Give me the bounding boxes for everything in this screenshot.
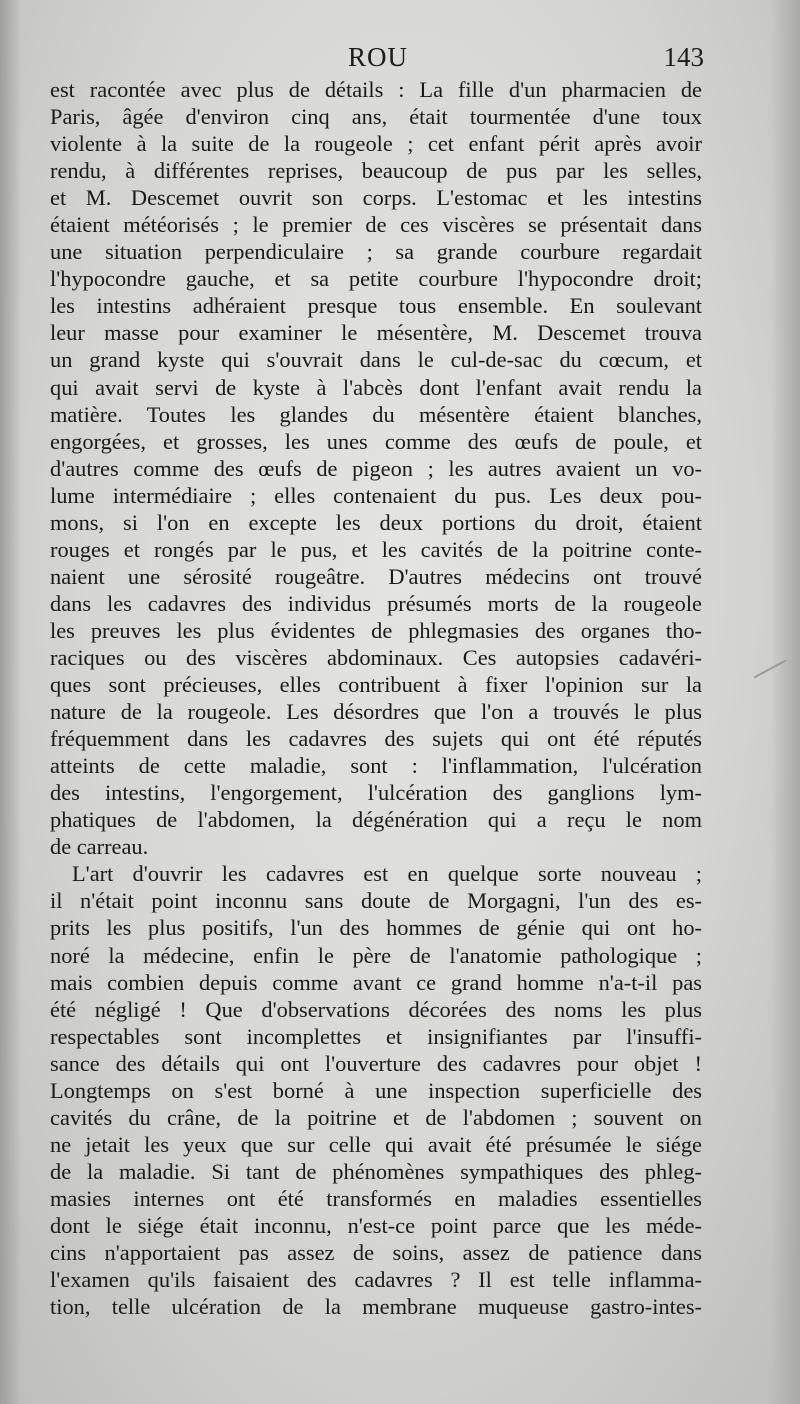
text-line: noré la médecine, enfin le père de l'anatomie pathologique ; [50,942,702,968]
text-line: tion, telle ulcération de la membrane muqueuse gastro-intes- [50,1294,702,1320]
text-line: mons, si l'on en excepte les deux portions du droit, étaient [50,509,702,535]
text-line: d'autres comme des œufs de pigeon ; les autres avaient un vo- [50,455,702,481]
text-line: respectables sont incomplettes et insignifiantes par l'insuffi- [50,1023,702,1049]
text-line: Longtemps on s'est borné à une inspection superficielle des [50,1077,702,1103]
text-line: nature de la rougeole. Les désordres que l'on a trouvés le plus [50,699,702,725]
text-line: ques sont précieuses, elles contribuent à fixer l'opinion sur la [50,672,702,698]
text-line: lume intermédiaire ; elles contenaient du pus. Les deux pou- [50,482,702,508]
text-line: l'hypocondre gauche, et sa petite courbure l'hypocondre droit; [50,266,702,292]
page-header [52,42,704,76]
text-line: l'examen qu'ils faisaient des cadavres ? Il est telle inflamma- [50,1267,702,1293]
text-line: de carreau. [50,834,149,860]
text-line: cins n'apportaient pas assez de soins, assez de patience dans [50,1240,702,1266]
text-line: rendu, à différentes reprises, beaucoup de pus par les selles, [50,158,702,184]
text-line: Paris, âgée d'environ cinq ans, était tourmentée d'une toux [50,104,702,130]
text-line: été négligé ! Que d'observations décorées des noms les plus [50,996,702,1022]
page-gutter-shadow [0,0,22,1404]
text-line: matière. Toutes les glandes du mésentère étaient blanches, [50,401,702,427]
text-line: cavités du crâne, de la poitrine et de l'abdomen ; souvent on [50,1104,702,1130]
text-line: une situation perpendiculaire ; sa grande courbure regardait [50,239,702,265]
text-line: et M. Descemet ouvrit son corps. L'estomac et les intestins [50,185,702,211]
text-line: leur masse pour examiner le mésentère, M. Descemet trouva [50,320,702,346]
text-line: les intestins adhéraient presque tous ensemble. En soulevant [50,293,702,319]
text-line: ne jetait les yeux que sur celle qui avait été présumée le siége [50,1131,702,1157]
text-line: phatiques de l'abdomen, la dégénération qui a reçu le nom [50,807,702,833]
text-line: violente à la suite de la rougeole ; cet enfant périt après avoir [50,131,702,157]
page-number: 143 [663,42,704,72]
text-line: raciques ou des viscères abdominaux. Ces autopsies cadavéri- [50,644,702,670]
text-line: atteints de cette maladie, sont : l'inflammation, l'ulcération [50,753,702,779]
text-line: L'art d'ouvrir les cadavres est en quelque sorte nouveau ; [72,861,702,887]
text-line: dans les cadavres des individus présumés morts de la rougeole [50,590,702,616]
text-line: naient une sérosité rougeâtre. D'autres médecins ont trouvé [50,563,702,589]
running-head: ROU [347,42,408,72]
text-line: un grand kyste qui s'ouvrait dans le cul-de-sac du cœcum, et [50,347,702,373]
body-text [50,76,702,1320]
text-line: prits les plus positifs, l'un des hommes de génie qui ont ho- [50,915,702,941]
text-line: de la maladie. Si tant de phénomènes sympathiques des phleg- [50,1158,702,1184]
text-line: étaient météorisés ; le premier de ces viscères se présentait dans [50,212,702,238]
text-line: dont le siége était inconnu, n'est-ce point parce que les méde- [50,1212,702,1238]
text-line: qui avait servi de kyste à l'abcès dont l'enfant avait rendu la [50,374,702,400]
text-line: des intestins, l'engorgement, l'ulcération des ganglions lym- [50,780,702,806]
text-line: fréquemment dans les cadavres des sujets qui ont été réputés [50,726,702,752]
text-line: est racontée avec plus de détails : La fille d'un pharmacien de [50,77,702,102]
text-line: masies internes ont été transformés en maladies essentielles [50,1185,702,1211]
text-line: mais combien depuis comme avant ce grand homme n'a-t-il pas [50,969,702,995]
text-line: rouges et rongés par le pus, et les cavités de la poitrine conte- [50,536,702,562]
text-line: sance des détails qui ont l'ouverture des cadavres pour objet ! [50,1050,702,1076]
page-edge-shadow [770,0,800,1404]
text-line: il n'était point inconnu sans doute de Morgagni, l'un des es- [50,888,702,914]
text-line: les preuves les plus évidentes de phlegmasies des organes tho- [50,617,702,643]
text-line: engorgées, et grosses, les unes comme des œufs de poule, et [50,428,702,454]
